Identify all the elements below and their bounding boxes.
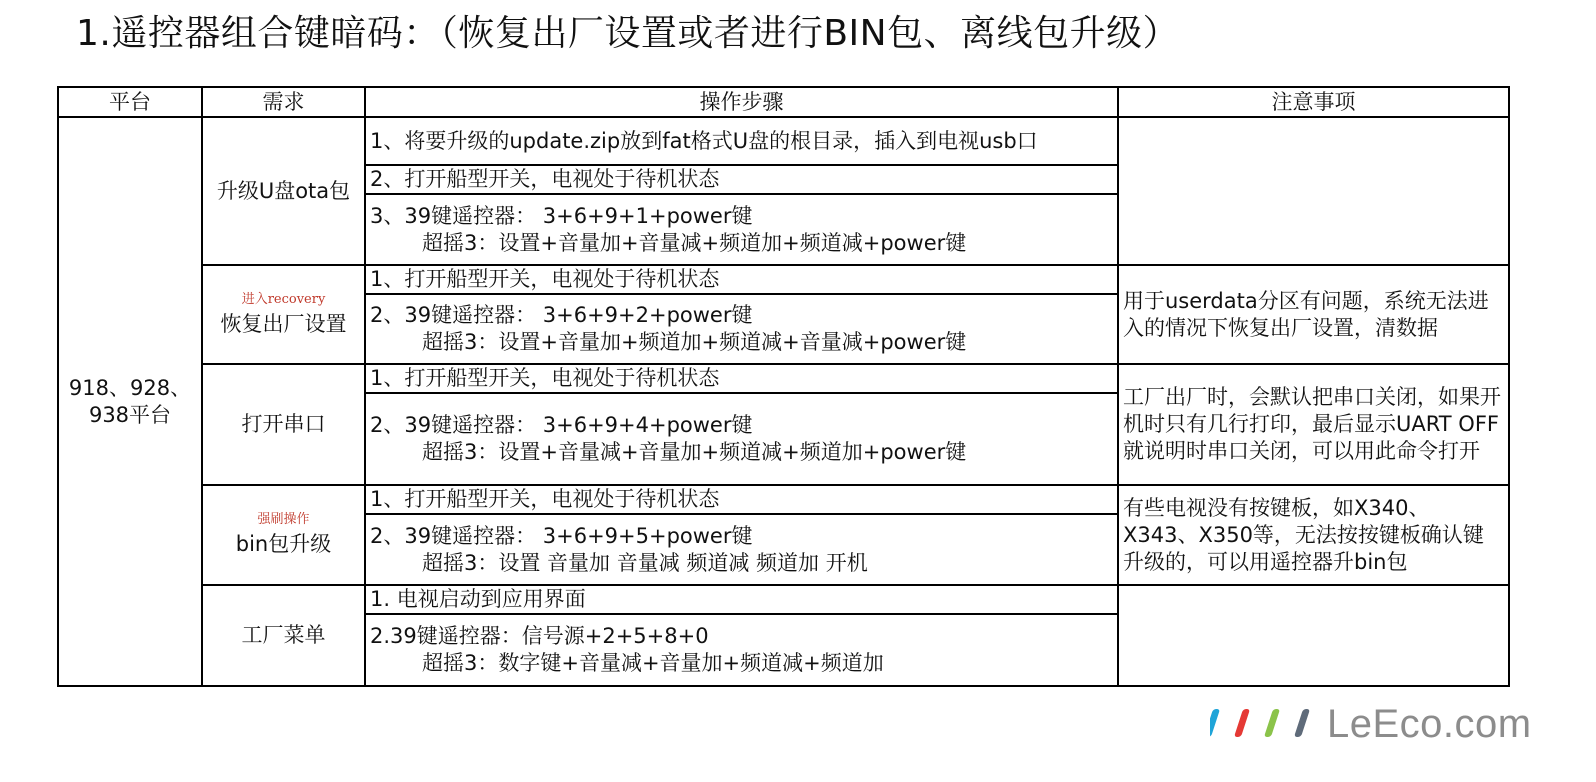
step-line: 2、打开船型开关，电视处于待机状态 — [370, 167, 720, 191]
logo-stripe-blue — [1210, 709, 1220, 737]
need-label: bin包升级 — [235, 532, 332, 556]
step-cell — [365, 117, 1118, 165]
need-cell — [202, 364, 365, 485]
step-line: 2、39键遥控器： 3+6+9+4+power键 — [370, 413, 753, 437]
step-cell — [365, 165, 1118, 194]
step-cell — [365, 364, 1118, 393]
step-line: 2、39键遥控器： 3+6+9+2+power键 — [370, 303, 753, 327]
step-line: 1、打开船型开关，电视处于待机状态 — [370, 267, 720, 291]
step-line-alt-remote: 超摇3：设置+音量减+音量加+频道减+频道加+power键 — [422, 440, 967, 464]
note-cell: 用于userdata分区有问题，系统无法进入的情况下恢复出厂设置，清数据 — [1118, 265, 1509, 364]
step-line-alt-remote: 超摇3：设置+音量加+音量减+频道加+频道减+power键 — [422, 230, 967, 255]
platform-cell: 918、928、938平台 — [58, 117, 202, 686]
need-cell — [202, 485, 365, 585]
step-cell — [365, 585, 1118, 614]
step-cell — [365, 614, 1118, 686]
note-cell — [1118, 117, 1509, 265]
leeco-logo-text: LeEco.com — [1327, 702, 1532, 746]
step-line: 1、将要升级的update.zip放到fat格式U盘的根目录，插入到电视usb口 — [370, 128, 1038, 153]
step-cell — [365, 194, 1118, 265]
need-sub-label: 强刷操作 — [257, 512, 310, 527]
step-line: 3、39键遥控器： 3+6+9+1+power键 — [370, 203, 753, 228]
step-line: 1. 电视启动到应用界面 — [370, 587, 586, 611]
table-row — [58, 117, 1509, 165]
need-cell — [202, 585, 365, 686]
note-cell: 工厂出厂时，会默认把串口关闭，如果开机时只有几行打印，最后显示UART OFF就说明时串口关闭，可以用此命令打开 — [1118, 364, 1509, 485]
logo-stripe-red — [1234, 709, 1250, 737]
note-cell: 有些电视没有按键板，如X340、X343、X350等，无法按按键板确认键升级的，可以用遥控器升bin包 — [1118, 485, 1509, 585]
table-row — [58, 364, 1509, 393]
table-header-row — [58, 87, 1509, 117]
need-label: 打开串口 — [241, 412, 326, 436]
header-platform: 平台 — [58, 87, 202, 117]
step-line-alt-remote: 超摇3：数字键+音量减+音量加+频道减+频道加 — [422, 651, 884, 675]
need-label: 恢复出厂设置 — [220, 311, 347, 336]
step-line-alt-remote: 超摇3：设置 音量加 音量减 频道减 频道加 开机 — [422, 550, 868, 575]
step-line-alt-remote: 超摇3：设置+音量加+频道加+频道减+音量减+power键 — [422, 330, 967, 354]
step-line: 1、打开船型开关，电视处于待机状态 — [370, 366, 720, 390]
step-line: 2.39键遥控器：信号源+2+5+8+0 — [370, 624, 709, 648]
step-cell — [365, 265, 1118, 294]
logo-stripe-gray — [1294, 709, 1310, 737]
step-cell — [365, 485, 1118, 514]
header-need: 需求 — [202, 87, 365, 117]
need-label: 升级U盘ota包 — [216, 178, 351, 203]
header-notes: 注意事项 — [1118, 87, 1509, 117]
table-row — [58, 485, 1509, 514]
header-steps: 操作步骤 — [365, 87, 1118, 117]
note-cell — [1118, 585, 1509, 686]
need-label: 工厂菜单 — [241, 623, 326, 647]
table-row — [58, 585, 1509, 614]
need-sub-label: 进入recovery — [241, 291, 326, 307]
step-cell — [365, 393, 1118, 485]
remote-combo-key-table — [57, 86, 1510, 687]
step-line: 1、打开船型开关，电视处于待机状态 — [370, 487, 720, 511]
step-cell — [365, 294, 1118, 364]
need-cell — [202, 265, 365, 364]
step-line: 2、39键遥控器： 3+6+9+5+power键 — [370, 523, 753, 548]
table-row — [58, 265, 1509, 294]
page-title: 1.遥控器组合键暗码：（恢复出厂设置或者进行BIN包、离线包升级） — [76, 13, 1180, 54]
need-cell — [202, 117, 365, 265]
logo-stripe-green — [1264, 709, 1280, 737]
step-cell — [365, 514, 1118, 585]
